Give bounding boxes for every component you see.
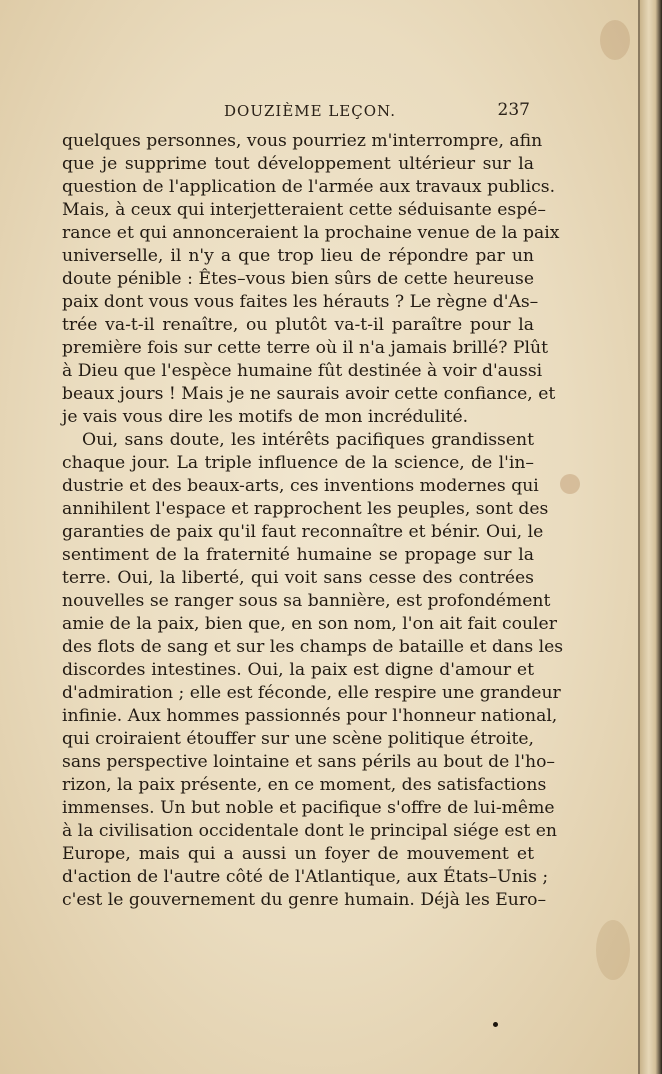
text-line: d'admiration ; elle est féconde, elle respire une grandeur: [62, 683, 561, 703]
text-line: quelques personnes, vous pourriez m'interrompre, afin: [62, 131, 543, 151]
text-line: d'action de l'autre côté de l'Atlantique, aux États–Unis ;: [62, 867, 549, 887]
foxing-stain: [596, 920, 630, 980]
text-line: dustrie et des beaux-arts, ces inventions modernes qui: [62, 476, 539, 496]
text-line: doute pénible : Êtes–vous bien sûrs de cette heureuse: [62, 269, 534, 289]
text-line: beaux jours ! Mais je ne saurais avoir cette confiance, et: [62, 384, 556, 404]
page-edge: [640, 0, 662, 1074]
text-line: infinie. Aux hommes passionnés pour l'honneur national,: [62, 706, 558, 726]
ink-dot: [493, 1022, 498, 1027]
text-line: paix dont vous vous faites les hérauts ? Le règne d'As–: [62, 292, 539, 312]
text-line: à la civilisation occidentale dont le principal siége est en: [62, 821, 557, 841]
text-line: chaque jour. La triple influence de la science, de l'in–: [62, 453, 534, 473]
text-line: rizon, la paix présente, en ce moment, des satisfactions: [62, 775, 547, 795]
text-line: rance et qui annonceraient la prochaine venue de la paix: [62, 223, 560, 243]
text-line: première fois sur cette terre où il n'a jamais brillé? Plût: [62, 338, 549, 358]
body-text: [62, 130, 564, 912]
text-line: sentiment de la fraternité humaine se propage sur la: [62, 545, 534, 565]
running-head: DOUZIÈME LEÇON.: [224, 102, 396, 120]
foxing-stain: [600, 20, 630, 60]
text-line: à Dieu que l'espèce humaine fût destinée à voir d'aussi: [62, 361, 543, 381]
text-line: universelle, il n'y a que trop lieu de répondre par un: [62, 246, 534, 266]
page-number: 237: [497, 100, 530, 120]
text-line: qui croiraient étouffer sur une scène politique étroite,: [62, 729, 534, 749]
text-line: je vais vous dire les motifs de mon incrédulité.: [62, 407, 469, 427]
text-line: annihilent l'espace et rapprochent les peuples, sont des: [62, 499, 549, 519]
text-line: des flots de sang et sur les champs de bataille et dans les: [62, 637, 564, 657]
text-line: Europe, mais qui a aussi un foyer de mouvement et: [62, 844, 534, 864]
foxing-stain: [560, 474, 580, 494]
text-line: trée va-t-il renaître, ou plutôt va-t-il paraître pour la: [62, 315, 534, 335]
text-line: nouvelles se ranger sous sa bannière, est profondément: [62, 591, 551, 611]
text-line: sans perspective lointaine et sans périls au bout de l'ho–: [62, 752, 556, 772]
text-line: Oui, sans doute, les intérêts pacifiques grandissent: [82, 430, 534, 450]
text-line: amie de la paix, bien que, en son nom, l'on ait fait couler: [62, 614, 557, 634]
text-line: discordes intestines. Oui, la paix est digne d'amour et: [62, 660, 534, 680]
page-header: [62, 100, 530, 126]
text-line: immenses. Un but noble et pacifique s'offre de lui-même: [62, 798, 555, 818]
text-line: Mais, à ceux qui interjetteraient cette séduisante espé–: [62, 200, 547, 220]
text-line: question de l'application de l'armée aux travaux publics.: [62, 177, 556, 197]
text-line: que je supprime tout développement ultérieur sur la: [62, 154, 534, 174]
text-line: c'est le gouvernement du genre humain. Déjà les Euro–: [62, 890, 547, 910]
text-line: terre. Oui, la liberté, qui voit sans cesse des contrées: [62, 568, 534, 588]
text-line: garanties de paix qu'il faut reconnaître et bénir. Oui, le: [62, 522, 544, 542]
